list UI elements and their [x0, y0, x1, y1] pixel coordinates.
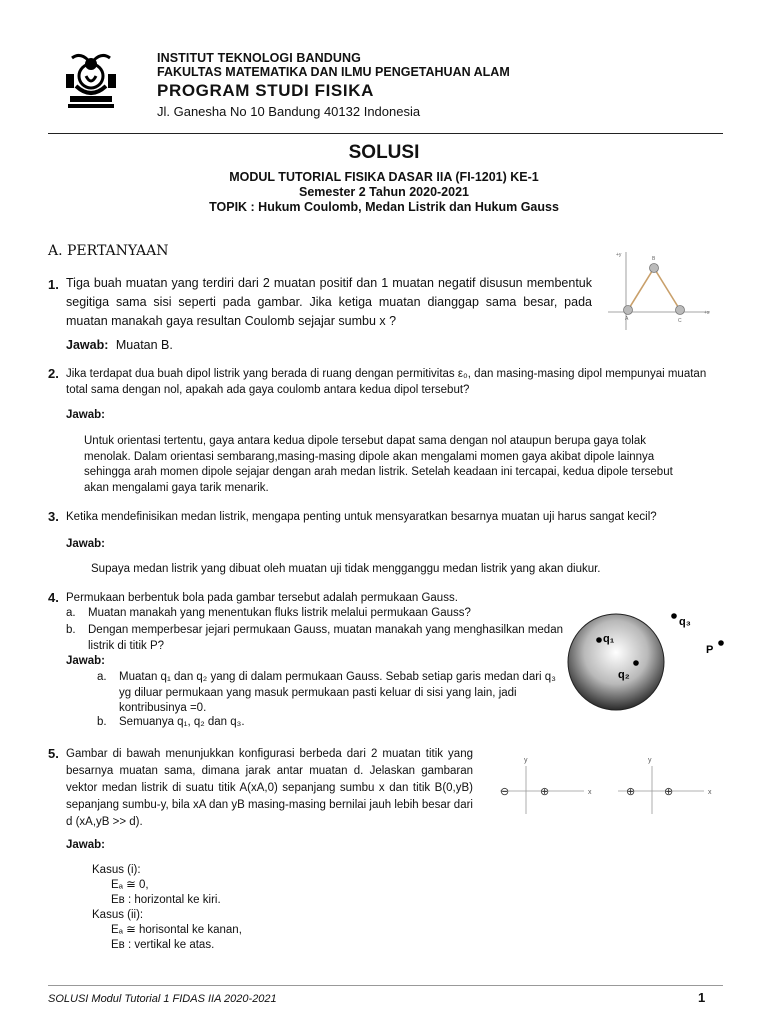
sub-question-b: Dengan memperbesar jejari permukaan Gauss, muatan manakah yang menghasilkan medan listrik di titik P? — [88, 624, 563, 652]
institution-name: INSTITUT TEKNOLOGI BANDUNG — [157, 51, 361, 65]
question-number: 3. — [48, 509, 59, 524]
x-axis-label: +x — [704, 310, 710, 316]
case-line: Eʙ : horizontal ke kiri. — [111, 894, 221, 906]
answer-text: Supaya medan listrik yang dibuat oleh muatan uji tidak mengganggu medan listrik yang akan diukur. — [91, 563, 601, 575]
answer-text: Untuk orientasi tertentu, gaya antara kedua dipole tersebut dapat sama dengan nol ataupun berupa gaya tolak menolak. Dalam orientasi sembarang,masing-masing dipole akan mengalami momen gaya akibat dipole lainnya sehingga arah momen dipole sejajar dengan arah medan listrik. Setelah keadaan ini tercapai, kedua dipole tersebut akan mengalami gaya tarik menarik. — [84, 435, 673, 494]
itb-logo — [58, 46, 124, 112]
gauss-sphere — [568, 614, 664, 710]
y-axis-label: y — [524, 757, 528, 764]
case-heading: Kasus (i): — [92, 864, 141, 876]
sub-label: a. — [97, 671, 107, 683]
charge-c — [676, 306, 685, 315]
charge-a — [624, 306, 633, 315]
case-line: Eₐ ≅ 0, — [111, 879, 149, 891]
y-axis-label: +y — [616, 252, 622, 258]
case-line: Eₐ ≅ horisontal ke kanan, — [111, 924, 242, 936]
question-number: 2. — [48, 366, 59, 381]
footer-text: SOLUSI Modul Tutorial 1 FIDAS IIA 2020-2021 — [48, 993, 277, 1005]
point-p — [718, 640, 724, 646]
y-axis-label: y — [648, 757, 652, 764]
label-q1: q₁ — [603, 633, 615, 645]
case-line: Eʙ : vertikal ke atas. — [111, 939, 215, 951]
answer-a: Muatan q₁ dan q₂ yang di dalam permukaan Gauss. Sebab setiap garis medan dari q₃ yg diluar permukaan yang masuk permukaan pasti keluar di sisi yang lain, jadi kontribusinya =0. — [119, 671, 556, 714]
label-p: P — [706, 644, 714, 656]
case-heading: Kasus (ii): — [92, 909, 144, 921]
sub-question-a: Muatan manakah yang menentukan fluks listrik melalui permukaan Gauss? — [88, 607, 471, 619]
page-number: 1 — [698, 990, 706, 1005]
sub-label: a. — [66, 607, 76, 619]
label-q3: q₃ — [679, 616, 691, 628]
footer-divider — [48, 985, 723, 986]
answer-label: Jawab: — [66, 409, 105, 421]
question-number: 5. — [48, 746, 59, 761]
label-b: B — [652, 256, 656, 262]
answer-line — [66, 336, 173, 355]
answer-label: Jawab: — [66, 655, 105, 667]
label-a: A — [625, 316, 629, 322]
ganesha-logo-icon — [58, 46, 124, 112]
triangle-charges-figure — [598, 246, 716, 334]
x-axis-label: x — [708, 789, 712, 796]
semester: Semester 2 Tahun 2020-2021 — [298, 185, 469, 199]
question-text: Permukaan berbentuk bola pada gambar tersebut adalah permukaan Gauss. — [66, 592, 458, 604]
question-text: Tiga buah muatan yang terdiri dari 2 muatan positif dan 1 muatan negatif disusun membentuk segitiga sama sisi seperti pada gambar. Jika ketiga muatan dianggap sama besar, pada muatan manakah gaya resultan Coulomb sejajar sumbu x ? — [66, 276, 592, 328]
answer-b: Semuanya q₁, q₂ dan q₃. — [119, 716, 245, 728]
document-title: SOLUSI — [348, 142, 420, 163]
question-text: Ketika mendefinisikan medan listrik, mengapa penting untuk mensyaratkan besarnya muatan uji harus sangat kecil? — [66, 511, 657, 523]
sub-label: b. — [66, 624, 76, 636]
program-name: PROGRAM STUDI FISIKA — [157, 81, 374, 100]
question-text: Gambar di bawah menunjukkan konfigurasi berbeda dari 2 muatan titik yang besarnya muatan sama, dimana jarak antar muatan d. Jelaskan gambaran vektor medan listrik di suatu titik A(xA,0) sepanjang sumbu x dan titik B(0,yB) sepanjang sumbu-y, bila xA dan yB masing-masing bernilai jauh lebih besar dari d (xA,yB >> d). — [66, 748, 473, 828]
dipole-configurations-figure — [486, 752, 726, 818]
charge-q3 — [671, 613, 677, 619]
sub-label: b. — [97, 716, 107, 728]
answer-label: Jawab: — [66, 839, 105, 851]
section-heading: A. PERTANYAAN — [48, 243, 169, 259]
negative-charge: ⊖ — [500, 786, 510, 798]
x-axis-label: x — [588, 789, 592, 796]
faculty-name: FAKULTAS MATEMATIKA DAN ILMU PENGETAHUAN ALAM — [157, 65, 510, 79]
positive-charge: ⊕ — [626, 786, 636, 798]
charge-b — [650, 264, 659, 273]
answer-label: Jawab: — [66, 538, 105, 550]
charge-q1 — [596, 637, 602, 643]
answer-label: Jawab: — [66, 338, 109, 352]
charge-q2 — [633, 660, 639, 666]
question-number: 1. — [48, 277, 59, 292]
positive-charge: ⊕ — [664, 786, 674, 798]
module-title: MODUL TUTORIAL FISIKA DASAR IIA (FI-1201) KE-1 — [229, 170, 539, 184]
answer-text: Muatan B. — [115, 338, 173, 352]
label-q2: q₂ — [618, 669, 630, 681]
positive-charge: ⊕ — [540, 786, 550, 798]
question-number: 4. — [48, 590, 59, 605]
question-text: Jika terdapat dua buah dipol listrik yang berada di ruang dengan permitivitas ε₀, dan masing-masing dipol mempunyai muatan total sama dengan nol, apakah ada gaya coulomb antara kedua dipol tersebut? — [66, 368, 707, 396]
header-divider — [48, 133, 723, 134]
gauss-surface-figure — [566, 605, 732, 735]
topic: TOPIK : Hukum Coulomb, Medan Listrik dan Hukum Gauss — [209, 200, 559, 214]
address: Jl. Ganesha No 10 Bandung 40132 Indonesia — [157, 104, 421, 119]
label-c: C — [678, 318, 682, 324]
